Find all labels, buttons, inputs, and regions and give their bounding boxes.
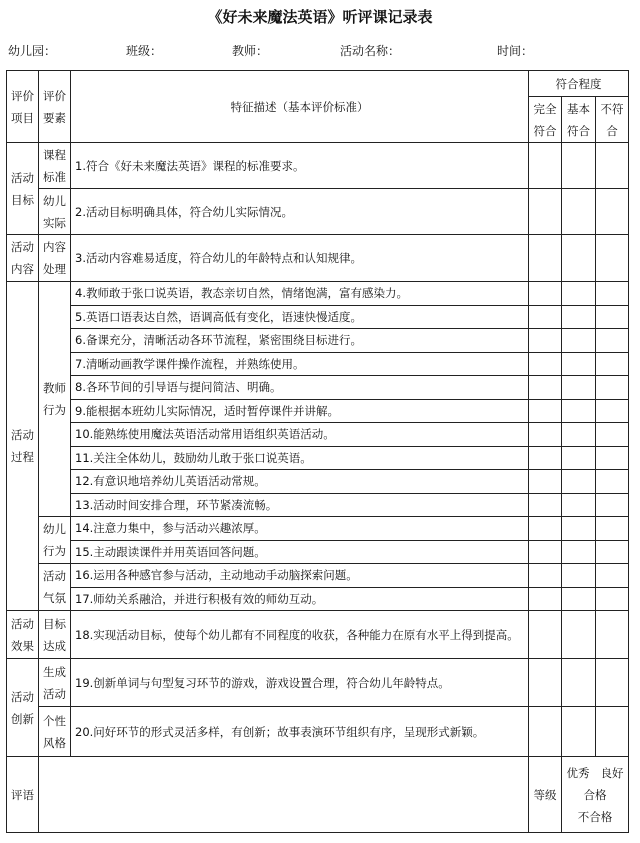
criterion-19: 19.创新单词与句型复习环节的游戏，游戏设置合理，符合幼儿年龄特点。 xyxy=(71,659,529,707)
sub-child-actual: 幼儿实际 xyxy=(39,189,71,235)
criterion-16: 16.运用各种感官参与活动，主动地动手动脑探索问题。 xyxy=(71,564,529,588)
page-title: 《好未来魔法英语》听评课记录表 xyxy=(207,8,433,26)
mark-full-5[interactable] xyxy=(529,305,562,329)
sub-curriculum: 课程标准 xyxy=(39,143,71,189)
mark-not-1[interactable] xyxy=(596,143,629,189)
mark-not-3[interactable] xyxy=(596,235,629,282)
sub-content-handling: 内容处理 xyxy=(39,235,71,282)
header-not: 不符合 xyxy=(596,97,629,143)
mark-basic-4[interactable] xyxy=(562,282,596,306)
mark-full-2[interactable] xyxy=(529,189,562,235)
grade-good[interactable]: 良好 xyxy=(600,765,624,780)
comment-area[interactable] xyxy=(39,757,529,833)
mark-full-18[interactable] xyxy=(529,611,562,659)
criterion-7: 7.清晰动画教学课件操作流程，并熟练使用。 xyxy=(71,352,529,376)
mark-basic-8[interactable] xyxy=(562,376,596,400)
mark-full-13[interactable] xyxy=(529,493,562,517)
mark-basic-14[interactable] xyxy=(562,517,596,541)
grade-fail[interactable]: 不合格 xyxy=(577,809,613,824)
mark-full-4[interactable] xyxy=(529,282,562,306)
mark-full-19[interactable] xyxy=(529,659,562,707)
header-full: 完全符合 xyxy=(529,97,562,143)
criterion-1: 1.符合《好未来魔法英语》课程的标准要求。 xyxy=(71,143,529,189)
mark-not-18[interactable] xyxy=(596,611,629,659)
header-degree: 符合程度 xyxy=(529,71,629,97)
mark-basic-9[interactable] xyxy=(562,399,596,423)
mark-basic-13[interactable] xyxy=(562,493,596,517)
mark-full-16[interactable] xyxy=(529,564,562,588)
header-basic: 基本符合 xyxy=(562,97,596,143)
mark-not-10[interactable] xyxy=(596,423,629,447)
mark-full-6[interactable] xyxy=(529,329,562,353)
criterion-5: 5.英语口语表达自然，语调高低有变化，语速快慢适度。 xyxy=(71,305,529,329)
teacher-label: 教师： xyxy=(232,44,269,58)
mark-full-17[interactable] xyxy=(529,587,562,611)
sub-style: 个性风格 xyxy=(39,707,71,757)
category-effect: 活动效果 xyxy=(7,611,39,659)
criterion-2: 2.活动目标明确具体，符合幼儿实际情况。 xyxy=(71,189,529,235)
mark-full-14[interactable] xyxy=(529,517,562,541)
mark-not-13[interactable] xyxy=(596,493,629,517)
sub-generative: 生成活动 xyxy=(39,659,71,707)
criterion-8: 8.各环节间的引导语与提问简洁、明确。 xyxy=(71,376,529,400)
sub-atmosphere: 活动气氛 xyxy=(39,564,71,611)
mark-basic-1[interactable] xyxy=(562,143,596,189)
header-element: 评价要素 xyxy=(39,71,71,143)
grade-excellent[interactable]: 优秀 xyxy=(566,765,590,780)
mark-not-15[interactable] xyxy=(596,540,629,564)
mark-full-12[interactable] xyxy=(529,470,562,494)
kindergarten-label: 幼儿园： xyxy=(8,44,57,58)
sub-teacher-behavior: 教师行为 xyxy=(39,282,71,517)
mark-full-9[interactable] xyxy=(529,399,562,423)
time-label: 时间： xyxy=(497,44,534,58)
category-innovation: 活动创新 xyxy=(7,659,39,757)
activity-name-label: 活动名称： xyxy=(340,44,401,58)
mark-basic-16[interactable] xyxy=(562,564,596,588)
sub-goal-reach: 目标达成 xyxy=(39,611,71,659)
mark-not-8[interactable] xyxy=(596,376,629,400)
mark-not-5[interactable] xyxy=(596,305,629,329)
criterion-6: 6.备课充分，清晰活动各环节流程，紧密围绕目标进行。 xyxy=(71,329,529,353)
mark-basic-12[interactable] xyxy=(562,470,596,494)
mark-not-20[interactable] xyxy=(596,707,629,757)
mark-basic-5[interactable] xyxy=(562,305,596,329)
mark-not-2[interactable] xyxy=(596,189,629,235)
criterion-4: 4.教师敢于张口说英语，教态亲切自然，情绪饱满，富有感染力。 xyxy=(71,282,529,306)
grade-label: 等级 xyxy=(529,757,562,833)
criterion-18: 18.实现活动目标，使每个幼儿都有不同程度的收获，各种能力在原有水平上得到提高。 xyxy=(71,611,529,659)
mark-basic-15[interactable] xyxy=(562,540,596,564)
mark-not-14[interactable] xyxy=(596,517,629,541)
mark-basic-19[interactable] xyxy=(562,659,596,707)
mark-full-11[interactable] xyxy=(529,446,562,470)
mark-basic-7[interactable] xyxy=(562,352,596,376)
category-goal: 活动目标 xyxy=(7,143,39,235)
evaluation-table xyxy=(6,70,629,833)
mark-basic-10[interactable] xyxy=(562,423,596,447)
sub-child-behavior: 幼儿行为 xyxy=(39,517,71,564)
mark-not-6[interactable] xyxy=(596,329,629,353)
criterion-14: 14.注意力集中，参与活动兴趣浓厚。 xyxy=(71,517,529,541)
mark-basic-17[interactable] xyxy=(562,587,596,611)
mark-basic-6[interactable] xyxy=(562,329,596,353)
mark-full-20[interactable] xyxy=(529,707,562,757)
mark-not-17[interactable] xyxy=(596,587,629,611)
criterion-9: 9.能根据本班幼儿实际情况，适时暂停课件并讲解。 xyxy=(71,399,529,423)
grade-pass[interactable]: 合格 xyxy=(583,787,607,802)
mark-basic-20[interactable] xyxy=(562,707,596,757)
mark-full-15[interactable] xyxy=(529,540,562,564)
header-description: 特征描述（基本评价标准） xyxy=(71,71,529,143)
mark-full-7[interactable] xyxy=(529,352,562,376)
criterion-13: 13.活动时间安排合理，环节紧凑流畅。 xyxy=(71,493,529,517)
category-content: 活动内容 xyxy=(7,235,39,282)
mark-full-1[interactable] xyxy=(529,143,562,189)
mark-not-4[interactable] xyxy=(596,282,629,306)
mark-basic-2[interactable] xyxy=(562,189,596,235)
category-process: 活动过程 xyxy=(7,282,39,611)
class-label: 班级： xyxy=(126,44,163,58)
mark-basic-11[interactable] xyxy=(562,446,596,470)
mark-not-9[interactable] xyxy=(596,399,629,423)
mark-basic-18[interactable] xyxy=(562,611,596,659)
criterion-17: 17.师幼关系融洽，并进行积极有效的师幼互动。 xyxy=(71,587,529,611)
criterion-15: 15.主动跟读课件并用英语回答问题。 xyxy=(71,540,529,564)
criterion-10: 10.能熟练使用魔法英语活动常用语组织英语活动。 xyxy=(71,423,529,447)
mark-full-8[interactable] xyxy=(529,376,562,400)
grade-options xyxy=(562,757,629,833)
criterion-11: 11.关注全体幼儿，鼓励幼儿敢于张口说英语。 xyxy=(71,446,529,470)
mark-basic-3[interactable] xyxy=(562,235,596,282)
mark-not-19[interactable] xyxy=(596,659,629,707)
mark-not-7[interactable] xyxy=(596,352,629,376)
mark-full-3[interactable] xyxy=(529,235,562,282)
mark-not-16[interactable] xyxy=(596,564,629,588)
mark-full-10[interactable] xyxy=(529,423,562,447)
comment-label: 评语 xyxy=(7,757,39,833)
mark-not-12[interactable] xyxy=(596,470,629,494)
criterion-12: 12.有意识地培养幼儿英语活动常规。 xyxy=(71,470,529,494)
criterion-20: 20.问好环节的形式灵活多样，有创新；故事表演环节组织有序，呈现形式新颖。 xyxy=(71,707,529,757)
header-item: 评价项目 xyxy=(7,71,39,143)
criterion-3: 3.活动内容难易适度，符合幼儿的年龄特点和认知规律。 xyxy=(71,235,529,282)
mark-not-11[interactable] xyxy=(596,446,629,470)
